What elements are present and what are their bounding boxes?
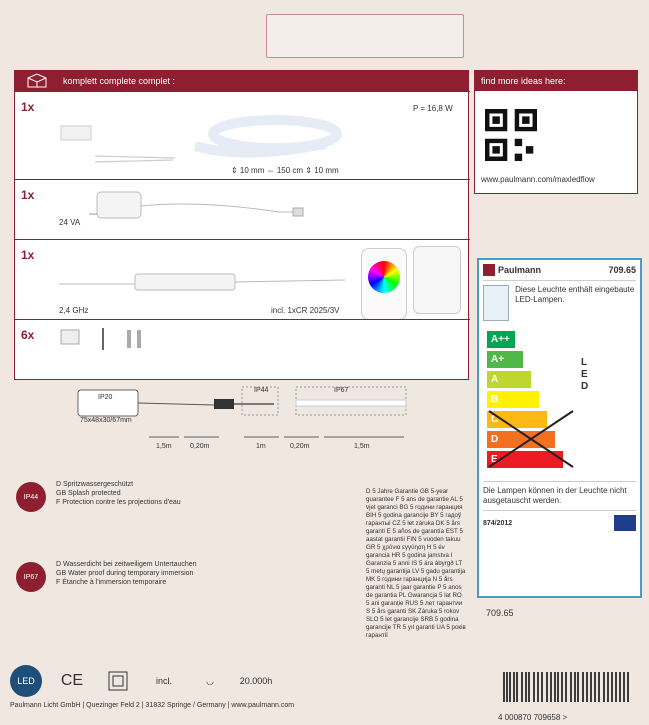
qr-code[interactable] (485, 109, 537, 161)
ip67-text: D Wasserdicht bei zeitweiligem Untertauchen GB Water proof during temporary immersion F Étanche à l'immersion temporaire (56, 561, 197, 586)
packaging-window (266, 14, 464, 58)
regulation-number: 874/2012 (483, 519, 513, 527)
label-article: 709.65 (608, 265, 636, 275)
eu-flag-icon (614, 515, 636, 531)
lamp-icon (483, 285, 509, 321)
row-mounting (15, 319, 470, 359)
row-controller (15, 239, 470, 319)
power-supply-rating: 24 VA (59, 218, 81, 227)
barcode-number: 4 000870 709658 > (498, 713, 568, 722)
wall-holder (413, 246, 461, 314)
class-ii-icon (102, 665, 134, 697)
class-c: C (491, 414, 499, 425)
certification-icons (10, 665, 272, 697)
class-a2: A++ (491, 334, 510, 345)
ip20-label: IP20 (98, 394, 113, 401)
ideas-panel (474, 70, 638, 194)
length-4: 0,20m (290, 443, 310, 450)
barcode (498, 672, 638, 722)
paulmann-logo-icon (483, 264, 495, 276)
length-1: 1,5m (156, 443, 172, 450)
wiring-diagram (14, 385, 469, 460)
energy-scale (483, 331, 636, 471)
ip44-text: D Spritzwassergeschützt GB Splash protected F Protection contre les projections d'eau (56, 481, 181, 506)
row-power-supply (15, 179, 470, 239)
energy-label (477, 258, 642, 598)
mounting-parts-illustration (59, 326, 169, 354)
contents-title: komplett complete complet : (63, 76, 176, 86)
label-note: Diese Leuchte enthält eingebaute LED-Lampen. (515, 285, 635, 304)
battery-note: incl. 1xCR 2025/3V (271, 306, 340, 315)
label-footer-note: Die Lampen können in der Leuchte nicht ausgetauscht werden. (483, 481, 636, 506)
class-d: D (491, 434, 499, 445)
contents-panel (14, 70, 469, 380)
row-qty: 6x (21, 328, 35, 342)
included-accessory-icon: incl. (155, 676, 172, 686)
class-a: A (491, 374, 499, 385)
row-led-strip (15, 91, 470, 179)
class-b: B (491, 394, 499, 405)
ip67-label: IP67 (334, 387, 349, 394)
row-qty: 1x (21, 248, 35, 262)
article-number: 709.65 (486, 608, 514, 618)
remote-control (361, 248, 407, 320)
led-badge-icon: LED (10, 665, 42, 697)
color-wheel (368, 261, 400, 293)
class-e: E (491, 454, 498, 465)
led-strip-illustration (55, 106, 355, 168)
ip67-badge-icon: IP67 (16, 562, 46, 592)
ip44-badge-icon: IP44 (16, 482, 46, 512)
company-address: Paulmann Licht GmbH | Quezinger Feld 2 | 31832 Springe / Germany | www.paulmann.com (10, 702, 295, 709)
power-supply-illustration (79, 190, 319, 230)
row-qty: 1x (21, 188, 35, 202)
controller-illustration (55, 258, 355, 298)
dimmable-icon: ◡ (206, 675, 214, 686)
length-2: 0,20m (190, 443, 210, 450)
class-a1: A+ (491, 354, 505, 365)
ce-mark-icon: CE (60, 672, 84, 689)
package-box-icon (15, 71, 59, 91)
radio-frequency: 2,4 GHz (59, 306, 89, 315)
length-5: 1,5m (354, 443, 370, 450)
led-vertical-text: LED (581, 357, 589, 392)
ip44-label: IP44 (254, 387, 269, 394)
strip-dimensions: ⇕ 10 mm ⇔ 150 cm ⇕ 10 mm (231, 166, 339, 175)
power-label: P = 16,8 W (413, 104, 453, 113)
barcode-bars (498, 672, 638, 702)
ideas-url[interactable]: www.paulmann.com/maxledflow (481, 175, 595, 184)
length-3: 1m (256, 443, 266, 450)
cross-out-mark (483, 407, 579, 471)
label-brand: Paulmann (498, 265, 542, 275)
row-qty: 1x (21, 100, 35, 114)
ideas-title: find more ideas here: (475, 71, 637, 91)
adapter-size: 75x48x30/67mm (80, 417, 132, 424)
guarantee-text: D 5 Jahre Garantie GB 5-year guarantee F 5 ans de garantie AL 5 vjet garanci BG 5 години гаранция BIH 5 godina garancije BY 5 гадоў гарантыі CZ 5 let záruka DK 5 års garanti E 5 años de garantía EST 5 aastat garantii FIN 5 vuoden takuu GR 5 χρόνια εγγύηση H 5 év garancia HR 5 godina jamstva I Garanzia 5 anni IS 5 ára ábyrgð LT 5 metų garantija LV 5 gadu garantija MK 5 години гаранција N 5 års garanti NL 5 jaar garantie P 5 anos de garantia PL Gwarancja 5 lat RO 5 ani garanție RUS 5 лет гарантии S 5 års garanti SK Záruka 5 rokov SLO 5 let garancije SRB 5 godina garancije TR 5 yıl garanti UA 5 років гарантії (366, 488, 466, 639)
contents-header (15, 71, 468, 91)
label-header (483, 264, 636, 276)
hours-icon: 20.000h (239, 676, 273, 686)
